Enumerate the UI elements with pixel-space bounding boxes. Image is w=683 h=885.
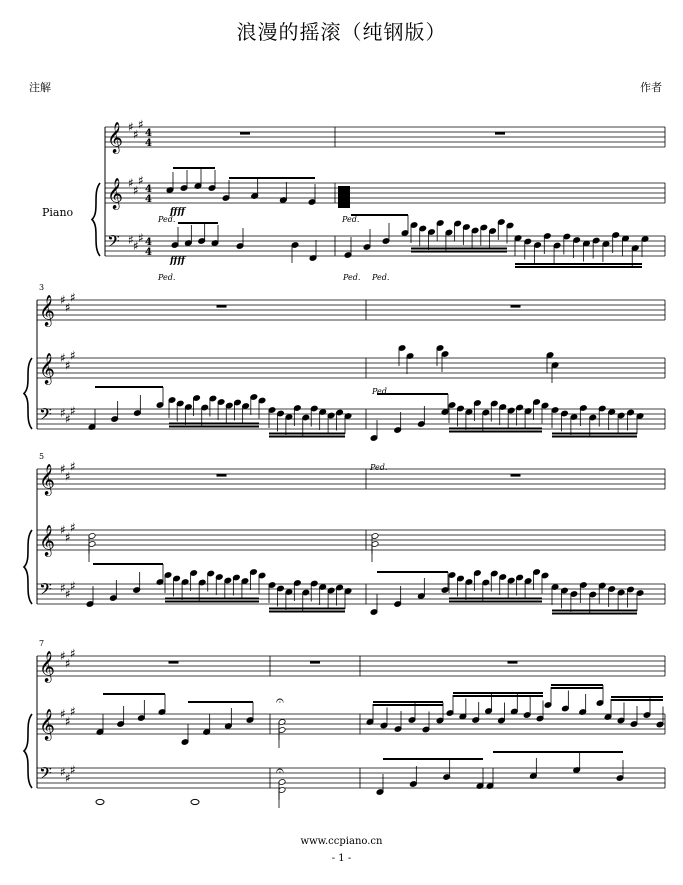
note (344, 237, 352, 258)
dynamic-marking: ffff (170, 207, 185, 217)
whole-rest (169, 661, 179, 664)
note (250, 569, 258, 590)
note (446, 695, 454, 716)
note (627, 409, 635, 430)
dynamic-marking: ffff (170, 256, 185, 266)
note (529, 758, 537, 779)
staff-4-1 (37, 656, 665, 676)
note (448, 402, 456, 423)
whole-rest (511, 474, 521, 477)
note (579, 694, 587, 715)
sharp-sign: ♯ (65, 469, 71, 484)
note (443, 759, 451, 780)
note (111, 401, 119, 422)
note (363, 229, 371, 250)
sharp-sign: ♯ (70, 763, 76, 777)
sharp-sign: ♯ (70, 290, 76, 305)
note (198, 223, 206, 244)
key-signature (128, 174, 144, 198)
key-signature (128, 118, 144, 142)
measure-number: 3 (39, 283, 45, 292)
note (516, 404, 524, 425)
note (251, 178, 259, 199)
time-signature-denominator: 4 (145, 247, 152, 258)
sharp-sign: ♯ (138, 231, 144, 245)
piano-brace (24, 714, 32, 788)
note (454, 220, 462, 241)
note (422, 712, 430, 733)
pedal-marking: Ped. (372, 387, 390, 396)
note (579, 405, 587, 426)
note (561, 691, 569, 712)
treble-clef: 𝄞 (39, 709, 55, 740)
page-number: - 1 - (331, 853, 352, 864)
note (180, 170, 188, 191)
whole-rest (310, 661, 320, 664)
note (198, 579, 206, 600)
sharp-sign: ♯ (70, 579, 76, 593)
note (514, 235, 522, 256)
note (524, 408, 532, 429)
note (409, 766, 417, 787)
staff-1-2 (105, 183, 665, 203)
note (232, 574, 240, 595)
note (553, 242, 561, 263)
sharp-sign: ♯ (60, 462, 66, 476)
note (482, 579, 490, 600)
note (612, 232, 620, 253)
note (534, 242, 542, 263)
staff-4-2 (37, 714, 665, 734)
sharp-sign: ♯ (70, 348, 76, 363)
note (630, 706, 638, 727)
treble-clef: 𝄞 (107, 178, 123, 209)
note (327, 412, 335, 433)
note (604, 699, 612, 720)
key-signature (60, 579, 76, 601)
note (133, 395, 141, 416)
sharp-sign: ♯ (60, 765, 66, 779)
key-signature (60, 647, 76, 671)
note (158, 694, 166, 715)
sharp-sign: ♯ (60, 351, 66, 365)
note (579, 582, 587, 603)
note (380, 708, 388, 729)
note (117, 706, 125, 727)
sharp-sign: ♯ (128, 120, 134, 134)
note (371, 541, 379, 562)
whole-rest (495, 132, 505, 135)
note (462, 224, 470, 245)
time-signature-numerator: 4 (145, 184, 152, 195)
key-signature (60, 705, 76, 729)
note (293, 580, 301, 601)
note (616, 760, 624, 781)
time-signature-denominator: 4 (145, 194, 152, 205)
note (589, 414, 597, 435)
note (268, 407, 276, 428)
note (394, 412, 402, 433)
note (631, 245, 639, 266)
note (366, 704, 374, 725)
sharp-sign: ♯ (65, 714, 71, 729)
sharp-sign: ♯ (65, 300, 71, 315)
whole-rest (508, 661, 518, 664)
note (278, 727, 286, 748)
chord-cluster (338, 186, 350, 208)
sharp-sign: ♯ (70, 704, 76, 719)
note (376, 774, 384, 795)
note (156, 564, 164, 585)
treble-clef: 𝄞 (39, 353, 55, 384)
note (656, 707, 664, 728)
note (278, 787, 286, 808)
note (173, 575, 181, 596)
pedal-marking: Ped. (370, 463, 388, 472)
sharp-sign: ♯ (70, 646, 76, 661)
note (344, 588, 352, 609)
measure-number: 5 (39, 452, 45, 461)
note (457, 575, 465, 596)
note (541, 572, 549, 593)
note (476, 768, 484, 789)
note (546, 352, 554, 373)
note (190, 570, 198, 591)
note (471, 227, 479, 248)
sharp-sign: ♯ (70, 520, 76, 535)
time-signature-numerator: 4 (145, 237, 152, 248)
note (88, 541, 96, 562)
note (524, 578, 532, 599)
footer-url: www.ccpiano.cn (300, 836, 383, 847)
note (176, 400, 184, 421)
key-signature (60, 291, 76, 315)
annotation-label: 注解 (29, 81, 51, 94)
note (573, 752, 581, 773)
note (448, 572, 456, 593)
note (459, 699, 467, 720)
note (441, 572, 449, 593)
bass-clef: 𝄢 (39, 763, 52, 787)
note (516, 574, 524, 595)
note (88, 409, 96, 430)
note (308, 184, 316, 205)
piano-brace (24, 530, 32, 604)
sharp-sign: ♯ (133, 127, 139, 142)
note (203, 714, 211, 735)
sharp-sign: ♯ (65, 771, 71, 785)
note (561, 410, 569, 431)
measure-number: 7 (39, 639, 45, 648)
sharp-sign: ♯ (138, 117, 144, 132)
note (506, 222, 514, 243)
staff-3-1 (37, 469, 665, 489)
note (598, 405, 606, 426)
sharp-sign: ♯ (60, 707, 66, 721)
note (241, 578, 249, 599)
page-title: 浪漫的摇滚（纯钢版） (236, 20, 447, 44)
key-signature (60, 349, 76, 373)
time-signature-denominator: 4 (145, 138, 152, 149)
treble-clef: 𝄞 (39, 295, 55, 326)
note (242, 403, 250, 424)
note (236, 228, 244, 249)
note (523, 697, 531, 718)
note (250, 394, 258, 415)
note (473, 400, 481, 421)
note (225, 402, 233, 423)
sharp-sign: ♯ (133, 183, 139, 198)
staff-1-1 (105, 127, 665, 147)
whole-rest (217, 474, 227, 477)
sharp-sign: ♯ (65, 530, 71, 545)
note (277, 585, 285, 606)
note (551, 362, 559, 383)
sharp-sign: ♯ (65, 587, 71, 601)
staff-2-2 (37, 358, 665, 378)
note (193, 395, 201, 416)
sharp-sign: ♯ (70, 459, 76, 474)
note (293, 405, 301, 426)
key-signature (60, 460, 76, 484)
note (428, 229, 436, 250)
note (277, 410, 285, 431)
note (310, 405, 318, 426)
note (441, 394, 449, 415)
note (490, 570, 498, 591)
sharp-sign: ♯ (65, 412, 71, 426)
note (436, 220, 444, 241)
note (570, 591, 578, 612)
pedal-marking: Ped. (372, 273, 390, 282)
time-signature-numerator: 4 (145, 128, 152, 139)
note (164, 572, 172, 593)
pedal-marking: Ped. (343, 273, 361, 282)
note (598, 582, 606, 603)
note (592, 237, 600, 258)
note (457, 405, 465, 426)
bass-clef: 𝄢 (39, 579, 52, 603)
note (171, 227, 179, 248)
sharp-sign: ♯ (128, 176, 134, 190)
key-signature (60, 521, 76, 545)
note (472, 702, 480, 723)
note (208, 170, 216, 191)
note (497, 219, 505, 240)
note (551, 407, 559, 428)
note (268, 582, 276, 603)
sharp-sign: ♯ (60, 649, 66, 663)
note (490, 400, 498, 421)
author-label: 作者 (640, 81, 662, 94)
key-signature (128, 231, 144, 253)
note (573, 237, 581, 258)
whole-note (191, 799, 199, 804)
note (441, 351, 449, 372)
note (536, 701, 544, 722)
note (498, 703, 506, 724)
note (209, 395, 217, 416)
note (168, 397, 176, 418)
note (617, 703, 625, 724)
note (137, 700, 145, 721)
note (544, 687, 552, 708)
note (589, 591, 597, 612)
note (486, 768, 494, 789)
note (258, 397, 266, 418)
treble-clef: 𝄞 (39, 651, 55, 682)
sharp-sign: ♯ (60, 581, 66, 595)
note (246, 702, 254, 723)
fermata: 𝄐 (276, 693, 284, 709)
pedal-marking: Ped. (342, 215, 360, 224)
note (445, 229, 453, 250)
note (370, 420, 378, 441)
note (507, 407, 515, 428)
piano-brace (92, 183, 100, 256)
note (109, 580, 117, 601)
sharp-sign: ♯ (60, 293, 66, 307)
sharp-sign: ♯ (60, 406, 66, 420)
note (201, 404, 209, 425)
piano-brace (24, 358, 32, 429)
note (133, 572, 141, 593)
note (561, 587, 569, 608)
sharp-sign: ♯ (138, 173, 144, 188)
note (401, 215, 409, 236)
note (327, 587, 335, 608)
note (507, 577, 515, 598)
staff-2-1 (37, 300, 665, 320)
note (482, 409, 490, 430)
note (617, 412, 625, 433)
note (156, 387, 164, 408)
sharp-sign: ♯ (65, 358, 71, 373)
treble-clef: 𝄞 (107, 122, 123, 153)
note (291, 242, 299, 263)
note (473, 570, 481, 591)
note (336, 409, 344, 430)
sharp-sign: ♯ (65, 656, 71, 671)
staff-4-3 (37, 768, 665, 788)
note (302, 414, 310, 435)
note (194, 168, 202, 189)
note (382, 223, 390, 244)
key-signature (60, 404, 76, 426)
note (636, 590, 644, 611)
note (224, 577, 232, 598)
instrument-name: Piano (42, 206, 74, 219)
note (617, 589, 625, 610)
note (234, 399, 242, 420)
note (336, 584, 344, 605)
note (344, 413, 352, 434)
note (533, 569, 541, 590)
treble-clef: 𝄞 (39, 525, 55, 556)
note (207, 570, 215, 591)
note (541, 402, 549, 423)
pedal-marking: Ped. (158, 215, 176, 224)
whole-note (96, 799, 104, 804)
bass-clef: 𝄢 (107, 231, 120, 255)
note (410, 222, 418, 243)
note (636, 413, 644, 434)
note (310, 580, 318, 601)
pedal-marking: Ped. (158, 273, 176, 282)
note (370, 594, 378, 615)
whole-rest (240, 132, 250, 135)
note (181, 724, 189, 745)
key-signature (60, 763, 76, 785)
bass-clef: 𝄢 (39, 404, 52, 428)
whole-rest (217, 305, 227, 308)
note (96, 714, 104, 735)
treble-clef: 𝄞 (39, 464, 55, 495)
sharp-sign: ♯ (70, 404, 76, 418)
staff-3-2 (37, 530, 665, 550)
whole-rest (511, 305, 521, 308)
note (480, 224, 488, 245)
sharp-sign: ♯ (60, 523, 66, 537)
sharp-sign: ♯ (133, 239, 139, 253)
note (302, 589, 310, 610)
note (258, 572, 266, 593)
fermata: 𝄐 (276, 763, 284, 779)
sharp-sign: ♯ (128, 233, 134, 247)
